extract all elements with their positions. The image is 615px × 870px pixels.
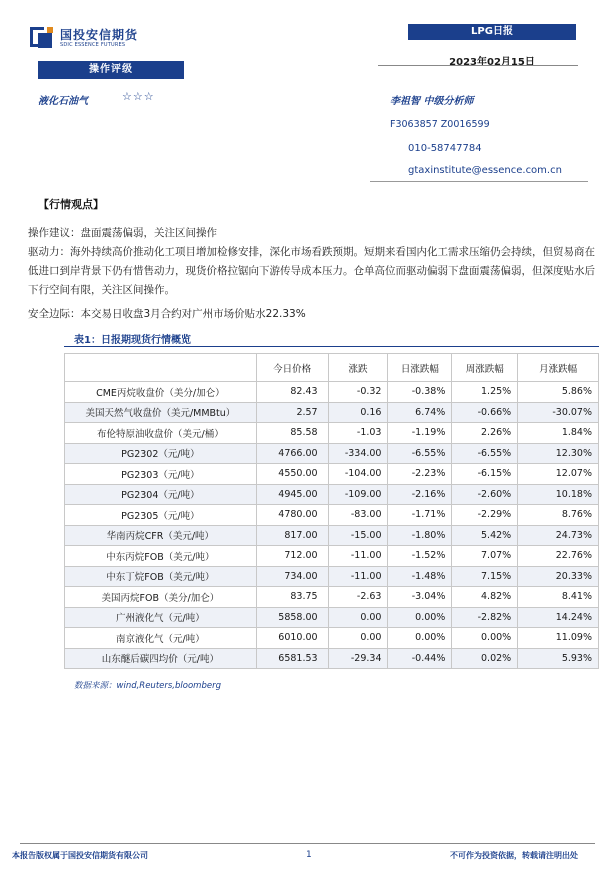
row-label: 美国丙烷FOB（美分/加仑）	[65, 587, 257, 608]
table-cell: 7.07%	[452, 546, 518, 567]
column-header: 涨跌	[328, 354, 388, 382]
table-cell: 0.02%	[452, 648, 518, 669]
table-cell: -0.66%	[452, 402, 518, 423]
data-source: 数据来源：wind,Reuters,bloomberg	[74, 681, 221, 691]
table-row	[65, 505, 599, 526]
table-cell: -1.03	[328, 423, 388, 444]
table-cell: 2.57	[256, 402, 328, 423]
table-cell: -2.23%	[388, 464, 452, 485]
table-cell: 4550.00	[256, 464, 328, 485]
table-cell: 0.00	[328, 628, 388, 649]
table-row	[65, 607, 599, 628]
table-cell: 1.84%	[518, 423, 599, 444]
analyst-email[interactable]: gtaxinstitute@essence.com.cn	[408, 165, 562, 176]
table-cell: 4.82%	[452, 587, 518, 608]
column-header	[65, 354, 257, 382]
table-cell: 4766.00	[256, 443, 328, 464]
table-row	[65, 423, 599, 444]
report-type-tag: LPG日报	[408, 24, 576, 40]
table-cell: -1.19%	[388, 423, 452, 444]
table-cell: 12.30%	[518, 443, 599, 464]
safety-margin: 安全边际：本交易日收盘3月合约对广州市场价贴水22.33%	[28, 308, 306, 320]
row-label: PG2303（元/吨）	[65, 464, 257, 485]
table-row	[65, 525, 599, 546]
table-cell: 7.15%	[452, 566, 518, 587]
table-cell: -6.55%	[388, 443, 452, 464]
footer-divider	[20, 843, 595, 844]
row-label: CME丙烷收盘价（美分/加仑）	[65, 382, 257, 403]
column-header: 日涨跌幅	[388, 354, 452, 382]
table-cell: -15.00	[328, 525, 388, 546]
table-cell: -2.63	[328, 587, 388, 608]
table-cell: -109.00	[328, 484, 388, 505]
table-cell: 10.18%	[518, 484, 599, 505]
table-cell: 8.41%	[518, 587, 599, 608]
header-divider	[378, 65, 578, 66]
column-header: 月涨跌幅	[518, 354, 599, 382]
rating-banner: 操作评级	[38, 61, 184, 79]
column-header: 周涨跌幅	[452, 354, 518, 382]
table-cell: 5.86%	[518, 382, 599, 403]
table-cell: 24.73%	[518, 525, 599, 546]
table-cell: 2.26%	[452, 423, 518, 444]
market-overview-table	[64, 353, 599, 669]
row-label: PG2305（元/吨）	[65, 505, 257, 526]
contact-divider	[370, 181, 588, 182]
table-row	[65, 628, 599, 649]
table-cell: -11.00	[328, 546, 388, 567]
row-label: 中东丁烷FOB（美元/吨）	[65, 566, 257, 587]
table-cell: 0.16	[328, 402, 388, 423]
analyst-name: 李祖智 中级分析师	[390, 96, 474, 107]
table-row	[65, 443, 599, 464]
table-cell: -1.52%	[388, 546, 452, 567]
table-cell: -2.29%	[452, 505, 518, 526]
table-cell: 712.00	[256, 546, 328, 567]
table-cell: -0.32	[328, 382, 388, 403]
row-label: 山东醚后碳四均价（元/吨）	[65, 648, 257, 669]
operation-suggestion: 操作建议：盘面震荡偏弱，关注区间操作	[28, 227, 217, 239]
table-row	[65, 464, 599, 485]
driver-paragraph: 驱动力：海外持续高价推动化工项目增加检修安排，深化市场看跌预期。短期来看国内化工需求压缩仍会持续，但贸易商在低进口到岸背景下仍有惜售动力，现货价格拉锯向下游传导成本压力。仓单高位而驱动偏弱下盘面震荡偏弱，但深度贴水后下行空间有限，关注区间操作。	[28, 246, 595, 296]
row-label: 华南丙烷CFR（美元/吨）	[65, 525, 257, 546]
table-cell: 5.93%	[518, 648, 599, 669]
table-cell: -2.82%	[452, 607, 518, 628]
table-cell: 0.00%	[452, 628, 518, 649]
footer-disclaimer: 不可作为投资依据，转载请注明出处	[450, 851, 578, 860]
table-cell: 82.43	[256, 382, 328, 403]
footer-copyright: 本报告版权属于国投安信期货有限公司	[12, 851, 148, 860]
table-cell: -3.04%	[388, 587, 452, 608]
table-cell: 1.25%	[452, 382, 518, 403]
page-number: 1	[306, 850, 312, 860]
table-cell: -334.00	[328, 443, 388, 464]
table-row	[65, 648, 599, 669]
table-cell: 83.75	[256, 587, 328, 608]
table-cell: 0.00%	[388, 628, 452, 649]
table-cell: -6.55%	[452, 443, 518, 464]
table-cell: -30.07%	[518, 402, 599, 423]
table-cell: 6010.00	[256, 628, 328, 649]
table-cell: 0.00%	[388, 607, 452, 628]
table-cell: -6.15%	[452, 464, 518, 485]
analyst-phone: 010-58747784	[408, 143, 482, 154]
table-cell: 4780.00	[256, 505, 328, 526]
table-cell: 11.09%	[518, 628, 599, 649]
row-label: PG2304（元/吨）	[65, 484, 257, 505]
table-cell: -0.44%	[388, 648, 452, 669]
logo-mark-icon	[30, 27, 54, 49]
product-name: 液化石油气	[38, 96, 88, 107]
row-label: 南京液化气（元/吨）	[65, 628, 257, 649]
table-row	[65, 546, 599, 567]
table-header-row	[65, 354, 599, 382]
table-cell: -11.00	[328, 566, 388, 587]
table-cell: -0.38%	[388, 382, 452, 403]
table-row	[65, 587, 599, 608]
section-title: 【行情观点】	[38, 198, 104, 211]
table-cell: 14.24%	[518, 607, 599, 628]
analyst-license: F3063857 Z0016599	[390, 119, 490, 130]
table-cell: -104.00	[328, 464, 388, 485]
table-cell: 5.42%	[452, 525, 518, 546]
table-cell: 734.00	[256, 566, 328, 587]
logo-name-en: SDIC ESSENCE FUTURES	[60, 42, 126, 48]
table-cell: 85.58	[256, 423, 328, 444]
table-title: 表1：日报期现货行情概览	[74, 335, 191, 346]
table-row	[65, 484, 599, 505]
row-label: PG2302（元/吨）	[65, 443, 257, 464]
table-cell: 22.76%	[518, 546, 599, 567]
table-row	[65, 566, 599, 587]
table-cell: -1.71%	[388, 505, 452, 526]
table-cell: 817.00	[256, 525, 328, 546]
row-label: 布伦特原油收盘价（美元/桶）	[65, 423, 257, 444]
table-cell: -1.80%	[388, 525, 452, 546]
table-cell: 0.00	[328, 607, 388, 628]
logo-name-cn: 国投安信期货	[60, 28, 139, 42]
table-cell: -1.48%	[388, 566, 452, 587]
row-label: 美国天然气收盘价（美元/MMBtu）	[65, 402, 257, 423]
table-cell: -29.34	[328, 648, 388, 669]
column-header: 今日价格	[256, 354, 328, 382]
table-cell: 20.33%	[518, 566, 599, 587]
table-row	[65, 402, 599, 423]
row-label: 中东丙烷FOB（美元/吨）	[65, 546, 257, 567]
table-cell: 6581.53	[256, 648, 328, 669]
report-date: 2023年02月15日	[449, 57, 535, 68]
table-cell: 5858.00	[256, 607, 328, 628]
table-cell: 8.76%	[518, 505, 599, 526]
rating-stars: ☆☆☆	[122, 90, 155, 103]
table-cell: -83.00	[328, 505, 388, 526]
table-cell: 6.74%	[388, 402, 452, 423]
table-cell: 4945.00	[256, 484, 328, 505]
row-label: 广州液化气（元/吨）	[65, 607, 257, 628]
table-cell: -2.16%	[388, 484, 452, 505]
table-cell: -2.60%	[452, 484, 518, 505]
table-cell: 12.07%	[518, 464, 599, 485]
table-top-rule	[64, 346, 599, 347]
table-row	[65, 382, 599, 403]
company-logo	[30, 26, 162, 52]
